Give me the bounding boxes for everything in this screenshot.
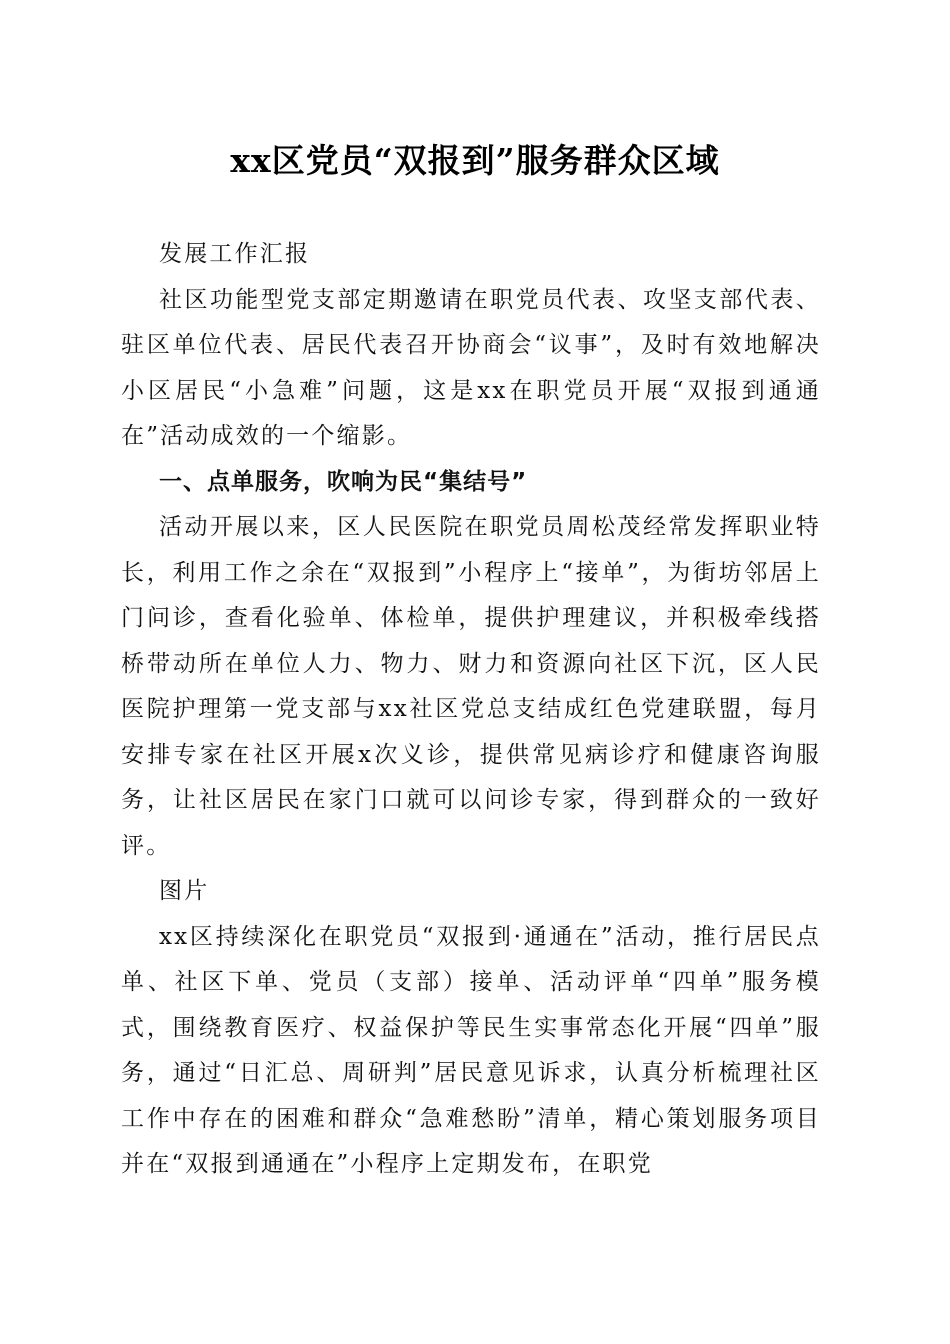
document-title: xx区党员“双报到”服务群众区域 (230, 141, 720, 180)
document-body (121, 232, 821, 1188)
section-heading-1: 一、点单服务，吹响为民“集结号” (159, 468, 528, 495)
paragraph-continuation: xx区持续深化在职党员“双报到·通通在”活动，推行居民点单、社区下单、党员（支部）接单、活动评单“四单”服务模式，围绕教育医疗、权益保护等民生实事常态化开展“四单”服务，通过“日汇总、周研判”居民意见诉求，认真分析梳理社区工作中存在的困难和群众“急难愁盼”清单，精心策划服务项目并在“双报到通通在”小程序上定期发布，在职党 (121, 923, 821, 1177)
paragraph-section-1: 活动开展以来，区人民医院在职党员周松茂经常发挥职业特长，利用工作之余在“双报到”小程序上“接单”，为街坊邻居上门问诊，查看化验单、体检单，提供护理建议，并积极牵线搭桥带动所在单位人力、物力、财力和资源向社区下沉，区人民医院护理第一党支部与xx社区党总支结成红色党建联盟，每月安排专家在社区开展x次义诊，提供常见病诊疗和健康咨询服务，让社区居民在家门口就可以问诊专家，得到群众的一致好评。 (121, 514, 821, 859)
image-placeholder-label: 图片 (159, 878, 210, 904)
paragraph-subtitle: 发展工作汇报 (159, 241, 311, 267)
paragraph-intro: 社区功能型党支部定期邀请在职党员代表、攻坚支部代表、驻区单位代表、居民代表召开协商会“议事”，及时有效地解决小区居民“小急难”问题，这是xx在职党员开展“双报到通通在”活动成效的一个缩影。 (121, 286, 821, 449)
